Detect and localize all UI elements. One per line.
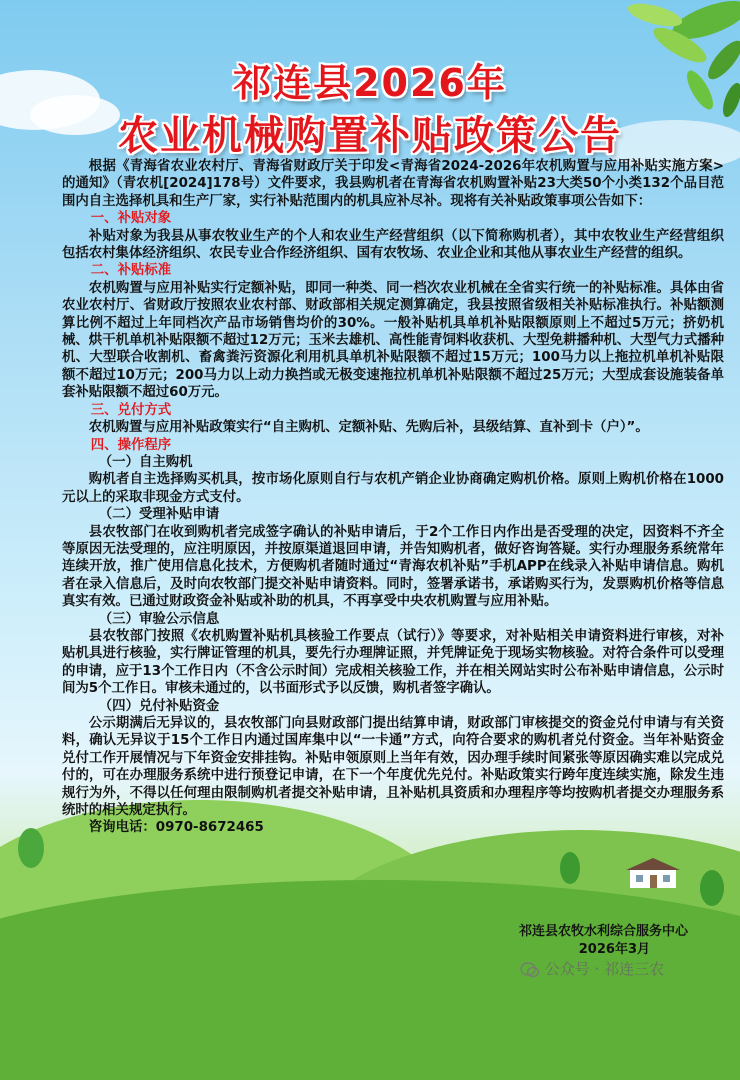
- watermark-text: 公众号 · 祁连三农: [544, 960, 665, 978]
- notice-body: [62, 158, 724, 837]
- wechat-icon: [520, 962, 540, 978]
- tree-decoration: [18, 828, 44, 868]
- section-2-text: 农机购置与应用补贴实行定额补贴，即同一种类、同一档次农业机械在全省实行统一的补贴标准。具体由省农业农村厅、省财政厅按照农业农村部、财政部相关规定测算确定，我县按照省级相关补贴标准执行。补贴额测算比例不超过上年同档次产品市场销售均价的30%。一般补贴机具单机补贴限额原则上不超过5万元；挤奶机械、烘干机单机补贴限额不超过12万元；玉米去雄机、高性能青饲料收获机、大型免耕播种机、大型气力式播种机、大型联合收割机、畜禽粪污资源化利用机具单机补贴限额不超过15万元；100马力以上拖拉机单机补贴限额不超过10万元；200马力以上动力换挡或无极变速拖拉机单机补贴限额不超过25万元；大型成套设施装备单套补贴限额不超过60万元。: [62, 280, 724, 401]
- step-2-heading: （二）受理补贴申请: [98, 507, 220, 523]
- tree-decoration: [560, 852, 580, 884]
- step-4-text: 公示期满后无异议的，县农牧部门向县财政部门提出结算申请，财政部门审核提交的资金兑付申请与有关资料，确认无异议于15个工作日内通过国库集中以“一卡通”方式，向符合要求的购机者兑付资金。当年补贴资金兑付工作开展情况与下年资金安排挂钩。补贴申领原则上当年有效，因办理手续时间紧张等原因确实难以完成兑付的，可在办理服务系统中进行预登记申请，在下一个年度优先兑付。补贴政策实行跨年度连续实施，除发生违规行为外，不得以任何理由限制购机者提交补贴申请，且补贴机具资质和办理程序等均按购机者提交办理服务系统时的相关规定执行。: [62, 716, 724, 819]
- title-line-1: 祁连县2026年: [233, 61, 507, 105]
- section-2-heading: 二、补贴标准: [90, 263, 172, 279]
- issuing-organization: 祁连县农牧水利综合服务中心: [518, 924, 688, 939]
- intro-paragraph: 根据《青海省农业农村厅、青海省财政厅关于印发<青海省2024-2026年农机购置与应用补贴实施方案>的通知》（青农机[2024]178号）文件要求，我县购机者在青海省农机购置补贴23大类50个小类132个品目范围内自主选择机具和生产厂家，实行补贴范围内的机具应补尽补。现将有关补贴政策事项公告如下：: [62, 159, 724, 209]
- section-4-heading: 四、操作程序: [90, 437, 172, 453]
- section-3-heading: 三、兑付方式: [90, 402, 172, 418]
- wechat-watermark: [520, 958, 664, 979]
- house-icon: [622, 856, 684, 890]
- issue-date: 2026年3月: [578, 942, 650, 957]
- section-1-text: 补贴对象为我县从事农牧业生产的个人和农业生产经营组织（以下简称购机者），其中农牧业生产经营组织包括农村集体经济组织、农民专业合作经济组织、国有农牧场、农业企业和其他从事农业生产经营的组织。: [62, 228, 724, 262]
- section-3-text: 农机购置与应用补贴政策实行“自主购机、定额补贴、先购后补，县级结算、直补到卡（户）”。: [88, 420, 649, 436]
- contact-phone: 咨询电话：0970-8672465: [88, 820, 264, 836]
- tree-decoration: [700, 870, 724, 906]
- step-3-heading: （三）审验公示信息: [98, 611, 220, 627]
- section-1-heading: 一、补贴对象: [90, 211, 172, 227]
- step-4-heading: （四）兑付补贴资金: [98, 698, 220, 714]
- step-1-text: 购机者自主选择购买机具，按市场化原则自行与农机产销企业协商确定购机价格。原则上购机价格在1000元以上的采取非现金方式支付。: [62, 472, 724, 505]
- step-2-text: 县农牧部门在收到购机者完成签字确认的补贴申请后，于2个工作日内作出是否受理的决定，因资料不齐全等原因无法受理的，应注明原因，并按原渠道退回申请，并告知购机者，做好咨询答疑。实行办理服务系统常年连续开放，推广使用信息化技术，方便购机者随时通过“青海农机补贴”手机APP在线录入补贴申请信息。购机者在录入信息后，及时向农牧部门提交补贴申请资料。同时，签署承诺书，承诺购买行为，发票购机价格等信息真实有效。已通过财政资金补贴或补助的机具，不再享受中央农机购置与应用补贴。: [62, 524, 724, 610]
- hill-decoration: [0, 880, 740, 1080]
- title-line-2: 农业机械购置补贴政策公告: [118, 113, 622, 159]
- step-3-text: 县农牧部门按照《农机购置补贴机具核验工作要点（试行）》等要求，对补贴相关申请资料进行审核，对补贴机具进行核验，实行牌证管理的机具，要先行办理牌证照，并凭牌证免于现场实物核验。对符合条件可以受理的申请，应于13个工作日内（不含公示时间）完成相关核验工作，并在相关网站实时公布补贴申请信息，公示时间为5个工作日。审核未通过的，以书面形式予以反馈，购机者签字确认。: [62, 628, 724, 697]
- step-1-heading: （一）自主购机: [98, 454, 193, 470]
